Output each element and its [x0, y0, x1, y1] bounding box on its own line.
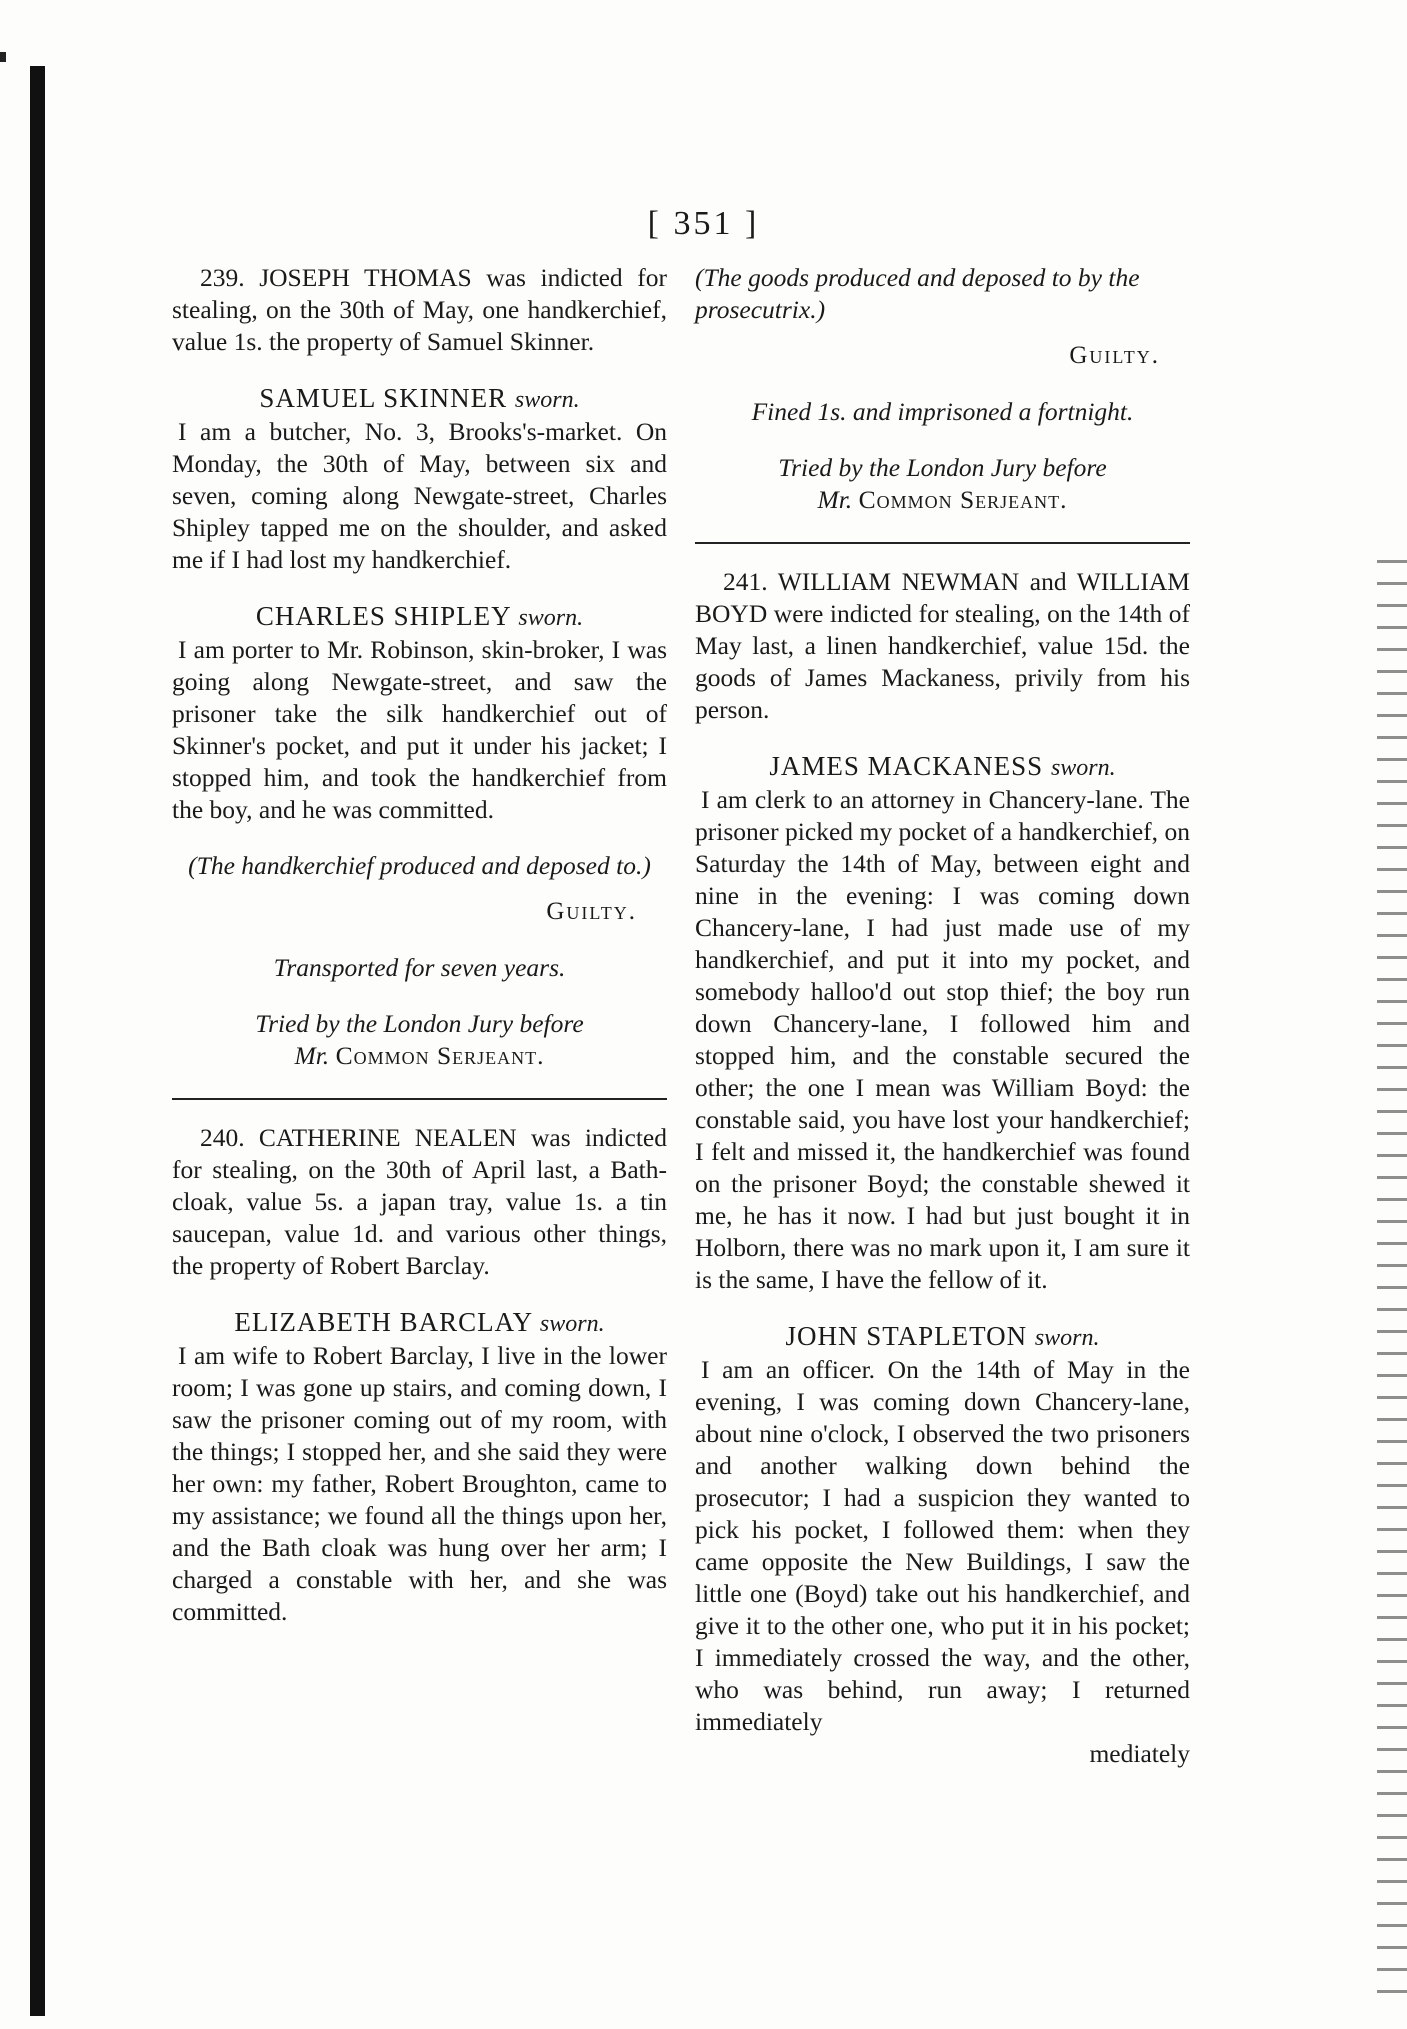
case-239-indictment: 239. JOSEPH THOMAS was indicted for stealing, on the 30th of May, one handkerchief, value 1s. the property of Samuel Skinner. [172, 263, 667, 356]
witness-name: JOHN STAPLETON [785, 1321, 1028, 1351]
left-column [172, 262, 667, 1628]
catchword: mediately [1089, 1739, 1190, 1768]
testimony-samuel-skinner: I am a butcher, No. 3, Brooks's-market. On Monday, the 30th of May, between six and seven, coming along Newgate-street, Charles Shipley tapped me on the shoulder, and asked me if I had lost my handkerchief. [172, 417, 667, 574]
section-divider [172, 1098, 667, 1100]
testimony-james-mackaness: I am clerk to an attorney in Chancery-lane. The prisoner picked my pocket of a handkerchief, on Saturday the 14th of May, between eight and nine in the evening: I was coming down Chancery-lane, I had just made use of my handkerchief, and put it into my pocket, and somebody halloo'd out stop thief; the boy run down Chancery-lane, I followed him and stopped him, and the constable secured the other; the one I mean was William Boyd: the constable said, you have lost your handkerchief; I felt and missed it, the handkerchief was found on the prisoner Boyd; the constable shewed it me, he has it now. I had but just bought it in Holborn, there was no mark upon it, I am sure it is the same, I have the fellow of it. [695, 785, 1190, 1294]
case-241-indictment: 241. WILLIAM NEWMAN and WILLIAM BOYD were indicted for stealing, on the 14th of May last, a linen handkerchief, value 15d. the goods of James Mackaness, privily from his person. [695, 567, 1190, 724]
witness-heading-john-stapleton [695, 1320, 1190, 1354]
evidence-note: (The handkerchief produced and deposed to.) [188, 851, 651, 880]
case-240-indictment: 240. CATHERINE NEALEN was indicted for stealing, on the 30th of April last, a Bath-cloak, value 5s. a japan tray, value 1s. a tin saucepan, value 1d. and various other things, the property of Robert Barclay. [172, 1123, 667, 1280]
witness-name: SAMUEL SKINNER [259, 383, 508, 413]
right-column [695, 262, 1190, 1770]
witness-heading-charles-shipley [172, 600, 667, 634]
testimony-john-stapleton: I am an officer. On the 14th of May in the evening, I was coming down Chancery-lane, about nine o'clock, I observed the two prisoners and another walking down behind the prosecutor; I had a suspicion they wanted to pick his pocket, I followed them: when they came opposite the New Buildings, I saw the little one (Boyd) take out his handkerchief, and give it to the other one, who put it in his pocket; I immediately crossed the way, and the other, who was behind, run away; I returned immediately [695, 1355, 1190, 1736]
testimony-charles-shipley: I am porter to Mr. Robinson, skin-broker, I was going along Newgate-street, and saw the prisoner take the silk handkerchief out of Skinner's pocket, and put it under his jacket; I stopped him, and took the handkerchief from the boy, and he was committed. [172, 635, 667, 824]
sentence: Fined 1s. and imprisoned a fortnight. [751, 397, 1134, 426]
verdict: Guilty. [546, 898, 637, 925]
margin-speck [0, 52, 6, 62]
witness-heading-elizabeth-barclay [172, 1306, 667, 1340]
tried-before [695, 452, 1190, 516]
binding-edge [30, 66, 45, 2016]
tried-line: Tried by the London Jury before [255, 1009, 584, 1038]
tried-before [172, 1008, 667, 1072]
witness-name: JAMES MACKANESS [769, 751, 1044, 781]
page-edge-marks [1377, 560, 1407, 2010]
page-number: [ 351 ] [647, 205, 760, 242]
witness-name: CHARLES SHIPLEY [255, 601, 511, 631]
sworn-label: sworn. [539, 1311, 605, 1337]
sworn-label: sworn. [514, 387, 580, 413]
tried-line: Tried by the London Jury before [778, 453, 1107, 482]
verdict: Guilty. [1069, 342, 1160, 369]
sworn-label: sworn. [1050, 755, 1116, 781]
sentence: Transported for seven years. [273, 953, 566, 982]
witness-heading-james-mackaness [695, 750, 1190, 784]
sworn-label: sworn. [1034, 1325, 1100, 1351]
tried-title: Common Serjeant. [335, 1041, 545, 1070]
witness-heading-samuel-skinner [172, 382, 667, 416]
tried-mr: Mr. [294, 1041, 330, 1070]
section-divider [695, 542, 1190, 544]
evidence-note: (The goods produced and deposed to by the prosecutrix.) [695, 263, 1140, 324]
tried-title: Common Serjeant. [858, 485, 1068, 514]
sworn-label: sworn. [518, 605, 584, 631]
witness-name: ELIZABETH BARCLAY [234, 1307, 533, 1337]
testimony-elizabeth-barclay: I am wife to Robert Barclay, I live in the lower room; I was gone up stairs, and coming down, I saw the prisoner coming out of my room, with the things; I stopped her, and she said they were her own: my father, Robert Broughton, came to my assistance; we found all the things upon her, and the Bath cloak was hung over her arm; I charged a constable with her, and she was committed. [172, 1341, 667, 1626]
tried-mr: Mr. [817, 485, 853, 514]
